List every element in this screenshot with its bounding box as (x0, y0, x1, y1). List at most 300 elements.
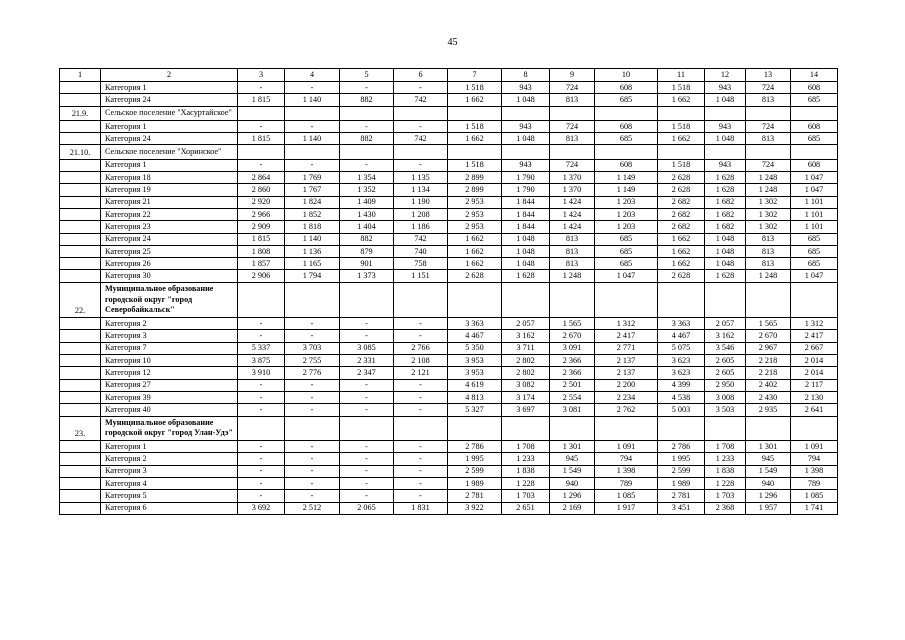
empty-cell (658, 106, 705, 120)
value-cell: 2 108 (394, 355, 448, 367)
value-cell: 2 501 (550, 379, 595, 391)
value-cell: 1 228 (502, 478, 550, 490)
value-cell: 3 091 (550, 342, 595, 354)
value-cell: 2 966 (238, 208, 285, 220)
value-cell: 1 662 (448, 94, 502, 106)
value-cell: 1 149 (595, 172, 658, 184)
value-cell: 2 860 (238, 184, 285, 196)
empty-cell (448, 145, 502, 159)
value-cell: 1 048 (705, 245, 746, 257)
value-cell: 1 790 (502, 184, 550, 196)
row-number (60, 490, 101, 502)
value-cell: 945 (550, 453, 595, 465)
table-row (60, 355, 838, 367)
value-cell: 1 995 (658, 453, 705, 465)
value-cell: 1 831 (394, 502, 448, 514)
value-cell: 2 776 (285, 367, 340, 379)
empty-cell (658, 145, 705, 159)
value-cell: 2 628 (658, 184, 705, 196)
value-cell: 813 (550, 258, 595, 270)
value-cell: 2 766 (394, 342, 448, 354)
value-cell: - (340, 490, 394, 502)
value-cell: 1 518 (658, 120, 705, 132)
value-cell: 794 (595, 453, 658, 465)
value-cell: 2 366 (550, 355, 595, 367)
table-row (60, 465, 838, 477)
value-cell: - (285, 391, 340, 403)
value-cell: 1 048 (705, 233, 746, 245)
empty-cell (746, 145, 791, 159)
value-cell: 1 818 (285, 221, 340, 233)
value-cell: 3 711 (502, 342, 550, 354)
value-cell: 742 (394, 133, 448, 145)
empty-cell (658, 416, 705, 441)
value-cell: - (285, 453, 340, 465)
value-cell: 2 786 (658, 441, 705, 453)
value-cell: - (238, 391, 285, 403)
category-name: Категория 3 (101, 465, 238, 477)
value-cell: 943 (705, 82, 746, 94)
value-cell: 1 844 (502, 196, 550, 208)
value-cell: 1 140 (285, 233, 340, 245)
value-cell: 2 014 (791, 367, 838, 379)
value-cell: 1 203 (595, 196, 658, 208)
row-number: 21.10. (60, 145, 101, 159)
value-cell: 813 (746, 258, 791, 270)
value-cell: 2 864 (238, 172, 285, 184)
value-cell: 2 670 (550, 330, 595, 342)
value-cell: - (394, 82, 448, 94)
value-cell: - (238, 465, 285, 477)
value-cell: 3 953 (448, 355, 502, 367)
value-cell: 1 815 (238, 233, 285, 245)
value-cell: 1 708 (502, 441, 550, 453)
value-cell: 1 424 (550, 221, 595, 233)
value-cell: - (394, 453, 448, 465)
category-name: Категория 19 (101, 184, 238, 196)
table-row (60, 478, 838, 490)
empty-cell (705, 282, 746, 317)
value-cell: - (394, 478, 448, 490)
value-cell: 3 697 (502, 404, 550, 416)
value-cell: 2 670 (746, 330, 791, 342)
value-cell: 2 786 (448, 441, 502, 453)
value-cell: 2 950 (705, 379, 746, 391)
table-row (60, 94, 838, 106)
value-cell: 3 451 (658, 502, 705, 514)
value-cell: 1 354 (340, 172, 394, 184)
value-cell: 1 203 (595, 208, 658, 220)
empty-cell (550, 145, 595, 159)
value-cell: 3 085 (340, 342, 394, 354)
empty-cell (340, 282, 394, 317)
row-number (60, 355, 101, 367)
group-row (60, 106, 838, 120)
value-cell: 1 190 (394, 196, 448, 208)
empty-cell (746, 282, 791, 317)
header-cell: 6 (394, 69, 448, 82)
value-cell: 758 (394, 258, 448, 270)
value-cell: 2 771 (595, 342, 658, 354)
value-cell: - (238, 453, 285, 465)
value-cell: 3 546 (705, 342, 746, 354)
value-cell: 1 048 (705, 258, 746, 270)
value-cell: 1 047 (595, 270, 658, 282)
value-cell: 1 662 (448, 245, 502, 257)
value-cell: 685 (595, 233, 658, 245)
value-cell: - (238, 82, 285, 94)
value-cell: 742 (394, 94, 448, 106)
row-number (60, 82, 101, 94)
value-cell: - (394, 465, 448, 477)
value-cell: 1 662 (448, 233, 502, 245)
value-cell: 4 399 (658, 379, 705, 391)
value-cell: 3 363 (448, 318, 502, 330)
empty-cell (502, 416, 550, 441)
value-cell: 813 (746, 233, 791, 245)
value-cell: - (238, 159, 285, 171)
value-cell: 1 248 (550, 270, 595, 282)
value-cell: - (340, 330, 394, 342)
row-number (60, 159, 101, 171)
category-name: Категория 4 (101, 478, 238, 490)
value-cell: 608 (595, 159, 658, 171)
value-cell: 2 512 (285, 502, 340, 514)
value-cell: 2 682 (658, 196, 705, 208)
group-name: Сельское поселение "Хоринское" (101, 145, 238, 159)
value-cell: - (285, 82, 340, 94)
value-cell: 1 101 (791, 196, 838, 208)
header-cell: 14 (791, 69, 838, 82)
value-cell: 2 605 (705, 367, 746, 379)
category-name: Категория 1 (101, 159, 238, 171)
value-cell: 2 899 (448, 184, 502, 196)
empty-cell (340, 416, 394, 441)
empty-cell (705, 145, 746, 159)
empty-cell (448, 106, 502, 120)
row-number: 22. (60, 282, 101, 317)
empty-cell (658, 282, 705, 317)
header-cell: 8 (502, 69, 550, 82)
value-cell: 1 565 (746, 318, 791, 330)
value-cell: - (340, 120, 394, 132)
value-cell: 2 366 (550, 367, 595, 379)
value-cell: 1 312 (595, 318, 658, 330)
value-cell: 1 682 (705, 208, 746, 220)
table-row (60, 208, 838, 220)
value-cell: 2 628 (658, 270, 705, 282)
value-cell: 742 (394, 233, 448, 245)
table-row (60, 196, 838, 208)
value-cell: 1 048 (705, 133, 746, 145)
category-name: Категория 1 (101, 441, 238, 453)
value-cell: - (394, 379, 448, 391)
value-cell: - (340, 159, 394, 171)
value-cell: 2 014 (791, 355, 838, 367)
value-cell: 1 628 (502, 270, 550, 282)
empty-cell (285, 145, 340, 159)
value-cell: 2 641 (791, 404, 838, 416)
category-name: Категория 3 (101, 330, 238, 342)
value-cell: 2 057 (705, 318, 746, 330)
value-cell: - (238, 478, 285, 490)
table-row (60, 342, 838, 354)
value-cell: 1 047 (791, 172, 838, 184)
category-name: Категория 24 (101, 133, 238, 145)
value-cell: 1 708 (705, 441, 746, 453)
table-row (60, 330, 838, 342)
value-cell: 1 233 (705, 453, 746, 465)
value-cell: 1 091 (595, 441, 658, 453)
row-number (60, 367, 101, 379)
value-cell: 2 682 (658, 221, 705, 233)
row-number (60, 196, 101, 208)
value-cell: 2 802 (502, 355, 550, 367)
value-cell: 1 140 (285, 94, 340, 106)
value-cell: 2 953 (448, 221, 502, 233)
value-cell: 1 091 (791, 441, 838, 453)
value-cell: 2 218 (746, 355, 791, 367)
empty-cell (791, 282, 838, 317)
value-cell: 2 909 (238, 221, 285, 233)
value-cell: 1 844 (502, 221, 550, 233)
table-row (60, 453, 838, 465)
value-cell: 724 (746, 120, 791, 132)
value-cell: 2 130 (791, 391, 838, 403)
value-cell: 1 857 (238, 258, 285, 270)
row-number (60, 133, 101, 145)
row-number (60, 330, 101, 342)
value-cell: 3 008 (705, 391, 746, 403)
empty-cell (394, 106, 448, 120)
empty-cell (340, 106, 394, 120)
category-name: Категория 24 (101, 94, 238, 106)
value-cell: 1 424 (550, 196, 595, 208)
value-cell: 2 402 (746, 379, 791, 391)
table-row (60, 367, 838, 379)
value-cell: 813 (550, 94, 595, 106)
value-cell: 1 703 (705, 490, 746, 502)
value-cell: 4 538 (658, 391, 705, 403)
value-cell: 685 (791, 94, 838, 106)
value-cell: 2 953 (448, 208, 502, 220)
header-cell: 4 (285, 69, 340, 82)
row-number (60, 502, 101, 514)
value-cell: 1 208 (394, 208, 448, 220)
value-cell: 3 953 (448, 367, 502, 379)
value-cell: 1 370 (550, 184, 595, 196)
table-row (60, 184, 838, 196)
value-cell: 4 619 (448, 379, 502, 391)
value-cell: 2 605 (705, 355, 746, 367)
value-cell: 2 218 (746, 367, 791, 379)
group-name: Муниципальное образование городской округ "город Улан-Удэ" (101, 416, 238, 441)
empty-cell (550, 106, 595, 120)
header-cell: 11 (658, 69, 705, 82)
row-number (60, 208, 101, 220)
table-row (60, 404, 838, 416)
table-row (60, 258, 838, 270)
value-cell: 1 352 (340, 184, 394, 196)
value-cell: 813 (746, 94, 791, 106)
value-cell: 1 048 (705, 94, 746, 106)
table-row (60, 133, 838, 145)
value-cell: 1 989 (448, 478, 502, 490)
value-cell: 2 117 (791, 379, 838, 391)
value-cell: 685 (595, 258, 658, 270)
value-cell: 1 989 (658, 478, 705, 490)
row-number (60, 120, 101, 132)
value-cell: 1 518 (658, 159, 705, 171)
value-cell: 2 137 (595, 355, 658, 367)
table-body (60, 82, 838, 515)
table-row (60, 379, 838, 391)
row-number (60, 94, 101, 106)
value-cell: - (238, 379, 285, 391)
value-cell: 813 (550, 133, 595, 145)
value-cell: 1 048 (502, 245, 550, 257)
row-number: 21.9. (60, 106, 101, 120)
value-cell: 2 906 (238, 270, 285, 282)
table-row (60, 441, 838, 453)
value-cell: - (285, 318, 340, 330)
value-cell: - (238, 318, 285, 330)
value-cell: 2 781 (448, 490, 502, 502)
value-cell: 685 (791, 233, 838, 245)
value-cell: - (394, 330, 448, 342)
table-row (60, 270, 838, 282)
value-cell: 3 503 (705, 404, 746, 416)
value-cell: 724 (550, 120, 595, 132)
value-cell: 2 953 (448, 196, 502, 208)
value-cell: 940 (550, 478, 595, 490)
value-cell: 2 667 (791, 342, 838, 354)
value-cell: 2 169 (550, 502, 595, 514)
value-cell: 945 (746, 453, 791, 465)
value-cell: - (340, 478, 394, 490)
empty-cell (595, 145, 658, 159)
value-cell: 1 424 (550, 208, 595, 220)
value-cell: 740 (394, 245, 448, 257)
value-cell: - (394, 318, 448, 330)
value-cell: 1 662 (658, 258, 705, 270)
value-cell: 2 935 (746, 404, 791, 416)
row-number (60, 184, 101, 196)
value-cell: 1 085 (595, 490, 658, 502)
value-cell: 2 137 (595, 367, 658, 379)
value-cell: 2 651 (502, 502, 550, 514)
category-name: Категория 6 (101, 502, 238, 514)
value-cell: 1 815 (238, 133, 285, 145)
value-cell: 685 (791, 133, 838, 145)
value-cell: - (394, 120, 448, 132)
value-cell: 2 628 (658, 172, 705, 184)
value-cell: 2 599 (658, 465, 705, 477)
empty-cell (595, 106, 658, 120)
value-cell: 2 057 (502, 318, 550, 330)
empty-cell (238, 145, 285, 159)
value-cell: 1 682 (705, 221, 746, 233)
value-cell: 2 347 (340, 367, 394, 379)
value-cell: - (340, 404, 394, 416)
value-cell: - (340, 391, 394, 403)
row-number (60, 233, 101, 245)
value-cell: - (340, 379, 394, 391)
value-cell: 1 302 (746, 196, 791, 208)
value-cell: 3 623 (658, 367, 705, 379)
value-cell: - (394, 159, 448, 171)
empty-cell (595, 282, 658, 317)
value-cell: 813 (746, 133, 791, 145)
value-cell: 608 (595, 82, 658, 94)
value-cell: 1 518 (448, 159, 502, 171)
value-cell: 1 136 (285, 245, 340, 257)
row-number (60, 478, 101, 490)
value-cell: 1 101 (791, 221, 838, 233)
category-name: Категория 10 (101, 355, 238, 367)
empty-cell (394, 416, 448, 441)
value-cell: 2 430 (746, 391, 791, 403)
category-name: Категория 1 (101, 120, 238, 132)
empty-cell (746, 106, 791, 120)
value-cell: 1 628 (705, 270, 746, 282)
value-cell: 1 301 (746, 441, 791, 453)
value-cell: 4 467 (658, 330, 705, 342)
category-name: Категория 2 (101, 453, 238, 465)
value-cell: - (340, 318, 394, 330)
empty-cell (550, 416, 595, 441)
empty-cell (238, 282, 285, 317)
value-cell: 685 (595, 133, 658, 145)
category-name: Категория 23 (101, 221, 238, 233)
value-cell: 2 920 (238, 196, 285, 208)
value-cell: 1 398 (595, 465, 658, 477)
value-cell: 1 302 (746, 208, 791, 220)
value-cell: 1 741 (791, 502, 838, 514)
category-name: Категория 25 (101, 245, 238, 257)
value-cell: 608 (595, 120, 658, 132)
value-cell: 5 350 (448, 342, 502, 354)
value-cell: - (285, 404, 340, 416)
row-number (60, 453, 101, 465)
value-cell: 3 922 (448, 502, 502, 514)
table-row (60, 318, 838, 330)
value-cell: 3 174 (502, 391, 550, 403)
value-cell: - (340, 441, 394, 453)
table-row (60, 159, 838, 171)
value-cell: 1 838 (502, 465, 550, 477)
value-cell: 882 (340, 233, 394, 245)
value-cell: 1 233 (502, 453, 550, 465)
value-cell: 1 518 (448, 82, 502, 94)
table-row (60, 172, 838, 184)
value-cell: 2 417 (595, 330, 658, 342)
value-cell: 1 703 (502, 490, 550, 502)
value-cell: - (285, 441, 340, 453)
value-cell: 882 (340, 133, 394, 145)
category-name: Категория 30 (101, 270, 238, 282)
empty-cell (791, 106, 838, 120)
value-cell: 2 599 (448, 465, 502, 477)
value-cell: 3 703 (285, 342, 340, 354)
value-cell: 1 296 (746, 490, 791, 502)
value-cell: 2 234 (595, 391, 658, 403)
value-cell: 2 417 (791, 330, 838, 342)
value-cell: 724 (746, 82, 791, 94)
table-row (60, 221, 838, 233)
value-cell: 1 165 (285, 258, 340, 270)
header-cell: 1 (60, 69, 101, 82)
